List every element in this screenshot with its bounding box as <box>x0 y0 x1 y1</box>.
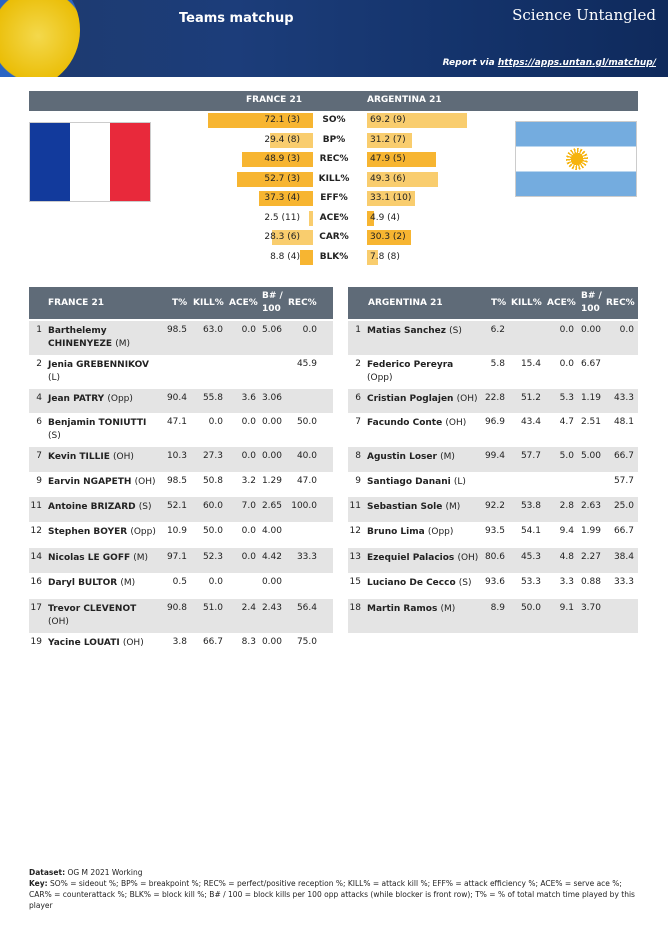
player-name <box>367 603 479 616</box>
ace-value: 3.2 <box>241 476 256 486</box>
player-name-text: Jenia GREBENNIKOV <box>48 360 149 370</box>
report-link[interactable]: https://apps.untan.gl/matchup/ <box>497 58 656 68</box>
brand-logo: Science Untangled <box>512 6 656 24</box>
header-banner <box>0 0 668 77</box>
kill-value: 55.8 <box>202 393 223 403</box>
kill-value: 45.3 <box>520 552 541 562</box>
player-position: (S) <box>138 502 152 512</box>
kill-value: 50.0 <box>520 603 541 613</box>
player-name-text: Nicolas LE GOFF <box>48 553 131 563</box>
player-name-text: Trevor CLEVENOT <box>48 604 137 614</box>
kill-value: 43.4 <box>520 417 541 427</box>
player-name <box>48 325 160 351</box>
ace-value: 0.0 <box>559 325 574 335</box>
player-number: 18 <box>349 603 361 613</box>
stat-label: REC% <box>319 154 349 164</box>
ace-value: 5.3 <box>559 393 574 403</box>
ace-value: 0.0 <box>559 359 574 369</box>
player-position: (OH) <box>457 553 479 563</box>
kill-value: 27.3 <box>202 451 223 461</box>
stat-label: KILL% <box>318 173 350 184</box>
table-row <box>29 548 333 573</box>
player-position: (M) <box>440 452 455 462</box>
kill-value: 63.0 <box>202 325 223 335</box>
player-name <box>367 417 479 430</box>
rec-value: 57.7 <box>613 476 634 486</box>
kill-value: 0.0 <box>208 417 223 427</box>
table-row <box>29 447 333 472</box>
rec-value: 48.1 <box>613 417 634 427</box>
blocks-value: 4.00 <box>261 526 282 536</box>
left-value: 72.1 (3) <box>264 115 300 125</box>
player-number: 17 <box>30 603 42 613</box>
table-row <box>29 321 333 355</box>
blocks-value: 1.19 <box>580 393 601 403</box>
footer-notes <box>29 867 639 911</box>
player-position: (OH) <box>445 418 467 428</box>
kill-value: 60.0 <box>202 501 223 511</box>
player-position: (M) <box>445 502 461 512</box>
player-number: 7 <box>355 417 361 427</box>
col-t: T% <box>172 298 188 308</box>
player-number: 11 <box>30 501 42 511</box>
rec-value: 56.4 <box>296 603 317 613</box>
player-name <box>367 359 479 385</box>
comparison-header <box>29 91 638 111</box>
kill-value: 54.1 <box>520 526 541 536</box>
player-name-text: Luciano De Cecco <box>367 578 456 588</box>
left-value: 48.9 (3) <box>264 154 300 164</box>
player-position: (Opp) <box>107 394 133 404</box>
player-name <box>367 325 479 338</box>
t-value: 5.8 <box>490 359 505 369</box>
blocks-value: 0.00 <box>580 325 601 335</box>
player-name <box>48 603 160 629</box>
player-number: 19 <box>30 637 42 647</box>
volleyball-icon <box>0 0 80 77</box>
col-b2: 100 <box>262 304 281 314</box>
player-number: 4 <box>36 393 42 403</box>
rec-value: 0.0 <box>302 325 317 335</box>
right-value: 31.2 (7) <box>370 134 406 145</box>
player-number: 11 <box>349 501 361 511</box>
ace-value: 9.1 <box>559 603 574 613</box>
kill-value: 53.8 <box>520 501 541 511</box>
player-number: 16 <box>30 577 42 587</box>
player-position: (Opp) <box>130 527 156 537</box>
table-row <box>29 472 333 497</box>
key-line: Key: SO% = sideout %; BP% = breakpoint %; REC% = perfect/positive reception %; KILL% = attack kill %; EFF% = attack efficiency %; ACE% = serve ace %; CAR% = counterattack %; BLK% = block kill %; B# / 100 = block kills per 100 opp attacks (while blocker is front row); T% = % of total match time played by this player <box>29 879 635 910</box>
rec-value: 75.0 <box>296 637 317 647</box>
player-name <box>48 451 160 464</box>
player-name <box>48 637 160 650</box>
left-bar <box>300 250 313 265</box>
blocks-value: 3.70 <box>580 603 601 613</box>
player-number: 9 <box>36 476 42 486</box>
player-name-text: Facundo Conte <box>367 418 443 428</box>
t-value: 92.2 <box>484 501 505 511</box>
player-position: (OH) <box>113 452 134 462</box>
right-value: 69.2 (9) <box>370 115 406 125</box>
player-name-text: Cristian Poglajen <box>367 394 454 404</box>
player-number: 15 <box>349 577 361 587</box>
player-name-text: Martin Ramos <box>367 604 438 614</box>
player-number: 2 <box>36 359 42 369</box>
rec-value: 66.7 <box>613 526 634 536</box>
comparison-row <box>0 172 668 188</box>
table-row <box>29 599 333 633</box>
t-value: 97.1 <box>166 552 187 562</box>
player-name-text: Yacine LOUATI <box>48 638 120 648</box>
rec-value: 25.0 <box>613 501 634 511</box>
blocks-value: 3.06 <box>261 393 282 403</box>
player-number: 14 <box>30 552 42 562</box>
table-row <box>29 633 333 655</box>
rec-value: 33.3 <box>296 552 317 562</box>
kill-value: 57.7 <box>520 451 541 461</box>
t-value: 10.3 <box>166 451 187 461</box>
stat-label: ACE% <box>319 212 349 223</box>
player-position: (S) <box>48 431 61 441</box>
kill-value: 51.0 <box>202 603 223 613</box>
player-name-text: Barthelemy CHINENYEZE <box>48 326 113 349</box>
player-number: 12 <box>349 526 361 536</box>
ace-value: 7.0 <box>241 501 256 511</box>
player-name <box>367 526 479 539</box>
table-row <box>29 522 333 548</box>
table-row <box>348 548 638 573</box>
argentina-team-header: ARGENTINA 21 <box>368 298 443 308</box>
player-number: 1 <box>36 325 42 335</box>
player-name-text: Santiago Danani <box>367 477 451 487</box>
player-name-text: Daryl BULTOR <box>48 578 118 588</box>
player-number: 1 <box>355 325 361 335</box>
blocks-value: 0.00 <box>261 577 282 587</box>
player-number: 8 <box>355 451 361 461</box>
right-value: 30.3 (2) <box>370 232 406 242</box>
blocks-value: 2.63 <box>580 501 601 511</box>
player-position: (M) <box>115 339 130 349</box>
ace-value: 9.4 <box>559 526 574 536</box>
player-name-text: Benjamin TONIUTTI <box>48 418 147 428</box>
kill-value: 66.7 <box>202 637 223 647</box>
left-value: 28.3 (6) <box>264 232 300 242</box>
kill-value: 50.0 <box>202 526 223 536</box>
ace-value: 0.0 <box>241 451 256 461</box>
t-value: 90.8 <box>166 603 187 613</box>
left-team-label: FRANCE 21 <box>246 95 302 105</box>
player-number: 6 <box>355 393 361 403</box>
ace-value: 5.0 <box>559 451 574 461</box>
player-position: (OH) <box>456 394 478 404</box>
t-value: 52.1 <box>166 501 187 511</box>
stat-label: EFF% <box>320 193 348 203</box>
comparison-row <box>0 230 668 246</box>
t-value: 90.4 <box>166 393 187 403</box>
player-position: (OH) <box>48 617 69 627</box>
col-ace: ACE% <box>547 298 576 308</box>
player-name <box>367 501 479 514</box>
player-position: (M) <box>120 578 136 588</box>
player-position: (S) <box>449 326 462 336</box>
t-value: 93.5 <box>484 526 505 536</box>
player-name-text: Sebastian Sole <box>367 502 443 512</box>
ace-value: 0.0 <box>241 417 256 427</box>
col-rec: REC% <box>606 298 635 308</box>
t-value: 98.5 <box>166 325 187 335</box>
ace-value: 8.3 <box>241 637 256 647</box>
player-name-text: Stephen BOYER <box>48 527 128 537</box>
t-value: 10.9 <box>166 526 187 536</box>
stat-label: SO% <box>322 115 346 125</box>
ace-value: 4.8 <box>559 552 574 562</box>
rec-value: 33.3 <box>613 577 634 587</box>
player-name-text: Agustin Loser <box>367 452 437 462</box>
ace-value: 0.0 <box>241 526 256 536</box>
blocks-value: 5.06 <box>261 325 282 335</box>
kill-value: 50.8 <box>202 476 223 486</box>
ace-value: 3.6 <box>241 393 256 403</box>
blocks-value: 2.27 <box>580 552 601 562</box>
right-value: 33.1 (10) <box>370 193 412 203</box>
player-position: (L) <box>48 373 61 383</box>
rec-value: 45.9 <box>296 359 317 369</box>
table-row <box>348 472 638 497</box>
t-value: 0.5 <box>172 577 187 587</box>
table-row <box>348 573 638 599</box>
argentina-table-header <box>348 287 638 319</box>
rec-value: 47.0 <box>296 476 317 486</box>
blocks-value: 2.51 <box>580 417 601 427</box>
player-name <box>48 393 160 406</box>
right-team-label: ARGENTINA 21 <box>367 95 442 105</box>
france-table-header <box>29 287 333 319</box>
left-value: 52.7 (3) <box>264 173 300 184</box>
comparison-row <box>0 152 668 168</box>
kill-value: 52.3 <box>202 552 223 562</box>
right-value: 7.8 (8) <box>370 251 400 262</box>
player-number: 6 <box>36 417 42 427</box>
left-bar <box>309 211 313 226</box>
t-value: 22.8 <box>484 393 505 403</box>
t-value: 98.5 <box>166 476 187 486</box>
player-name <box>48 577 160 590</box>
player-name <box>48 501 160 514</box>
player-number: 12 <box>30 526 42 536</box>
player-number: 2 <box>355 359 361 369</box>
kill-value: 15.4 <box>520 359 541 369</box>
table-row <box>29 497 333 522</box>
player-name-text: Matias Sanchez <box>367 326 447 336</box>
rec-value: 40.0 <box>296 451 317 461</box>
blocks-value: 6.67 <box>580 359 601 369</box>
comparison-row <box>0 211 668 227</box>
france-team-header: FRANCE 21 <box>48 298 104 308</box>
ace-value: 0.0 <box>241 552 256 562</box>
kill-value: 0.0 <box>208 577 223 587</box>
table-row <box>348 522 638 548</box>
player-name-text: Antoine BRIZARD <box>48 502 136 512</box>
comparison-row <box>0 113 668 129</box>
col-kill: KILL% <box>511 298 542 308</box>
col-b1: B# / <box>262 291 283 301</box>
stat-label: CAR% <box>319 232 349 242</box>
kill-value: 51.2 <box>520 393 541 403</box>
player-name-text: Federico Pereyra <box>367 360 454 370</box>
blocks-value: 0.00 <box>261 451 282 461</box>
right-value: 47.9 (5) <box>370 154 406 164</box>
player-position: (OH) <box>122 638 144 648</box>
blocks-value: 0.00 <box>261 637 282 647</box>
table-row <box>29 413 333 447</box>
col-ace: ACE% <box>229 298 258 308</box>
player-name <box>367 577 479 590</box>
t-value: 47.1 <box>166 417 187 427</box>
rec-value: 0.0 <box>619 325 634 335</box>
table-row <box>29 573 333 599</box>
ace-value: 3.3 <box>559 577 574 587</box>
player-name <box>48 552 160 565</box>
player-name <box>367 393 479 406</box>
table-row <box>348 321 638 355</box>
table-row <box>348 355 638 389</box>
left-value: 29.4 (8) <box>264 134 300 145</box>
ace-value: 2.8 <box>559 501 574 511</box>
rec-value: 43.3 <box>613 393 634 403</box>
kill-value: 53.3 <box>520 577 541 587</box>
report-prefix: Report via <box>442 58 498 68</box>
player-number: 7 <box>36 451 42 461</box>
player-position: (M) <box>133 553 149 563</box>
player-name-text: Kevin TILLIE <box>48 452 110 462</box>
page-title: Teams matchup <box>179 11 294 26</box>
t-value: 80.6 <box>484 552 505 562</box>
player-position: (OH) <box>134 477 156 487</box>
ace-value: 4.7 <box>559 417 574 427</box>
player-position: (S) <box>458 578 472 588</box>
t-value: 99.4 <box>484 451 505 461</box>
player-position: (Opp) <box>367 373 393 383</box>
player-name <box>48 359 160 385</box>
player-name <box>367 552 479 565</box>
player-position: (M) <box>440 604 456 614</box>
player-name <box>367 451 479 464</box>
table-row <box>348 599 638 633</box>
player-name-text: Jean PATRY <box>48 394 105 404</box>
comparison-row <box>0 133 668 149</box>
blocks-value: 2.65 <box>261 501 282 511</box>
stat-label: BP% <box>322 134 346 145</box>
ace-value: 0.0 <box>241 325 256 335</box>
col-b1: B# / <box>581 291 602 301</box>
rec-value: 38.4 <box>613 552 634 562</box>
rec-value: 66.7 <box>613 451 634 461</box>
col-rec: REC% <box>288 298 317 308</box>
table-row <box>348 447 638 472</box>
report-text <box>443 58 656 68</box>
blocks-value: 0.88 <box>580 577 601 587</box>
blocks-value: 4.42 <box>261 552 282 562</box>
table-row <box>348 389 638 413</box>
player-position: (L) <box>453 477 466 487</box>
player-name-text: Bruno Lima <box>367 527 425 537</box>
col-t: T% <box>491 298 507 308</box>
player-name-text: Ezequiel Palacios <box>367 553 455 563</box>
blocks-value: 1.29 <box>261 476 282 486</box>
player-name <box>48 476 160 489</box>
right-value: 49.3 (6) <box>370 173 406 184</box>
t-value: 6.2 <box>490 325 505 335</box>
ace-value: 2.4 <box>241 603 256 613</box>
t-value: 93.6 <box>484 577 505 587</box>
stat-label: BLK% <box>319 251 349 262</box>
player-number: 13 <box>349 552 361 562</box>
player-position: (Opp) <box>427 527 454 537</box>
blocks-value: 1.99 <box>580 526 601 536</box>
table-row <box>29 389 333 413</box>
player-name <box>48 417 160 443</box>
comparison-row <box>0 250 668 266</box>
rec-value: 100.0 <box>291 501 317 511</box>
rec-value: 50.0 <box>296 417 317 427</box>
blocks-value: 2.43 <box>261 603 282 613</box>
blocks-value: 0.00 <box>261 417 282 427</box>
table-row <box>348 497 638 522</box>
blocks-value: 5.00 <box>580 451 601 461</box>
left-value: 37.3 (4) <box>264 193 300 203</box>
t-value: 8.9 <box>490 603 505 613</box>
dataset-line: Dataset: OG M 2021 Working <box>29 868 143 877</box>
comparison-row <box>0 191 668 207</box>
table-row <box>348 413 638 447</box>
table-row <box>29 355 333 389</box>
left-value: 2.5 (11) <box>264 212 300 223</box>
player-name <box>48 526 160 539</box>
left-value: 8.8 (4) <box>270 251 300 262</box>
t-value: 3.8 <box>172 637 187 647</box>
col-b2: 100 <box>581 304 600 314</box>
player-name <box>367 476 479 489</box>
player-name-text: Earvin NGAPETH <box>48 477 132 487</box>
player-number: 9 <box>355 476 361 486</box>
col-kill: KILL% <box>193 298 224 308</box>
right-value: 4.9 (4) <box>370 212 400 223</box>
t-value: 96.9 <box>484 417 505 427</box>
